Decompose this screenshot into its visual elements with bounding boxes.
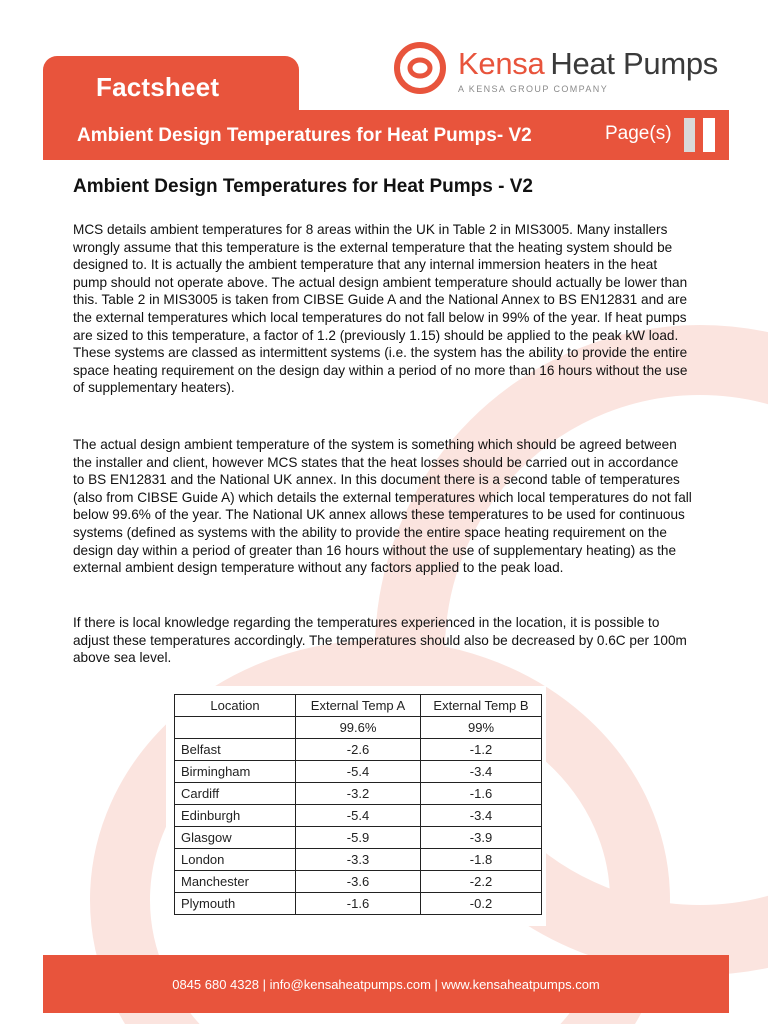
factsheet-tab	[43, 56, 299, 118]
table-row	[175, 893, 542, 915]
temperature-table	[174, 694, 542, 915]
cell-location: Birmingham	[175, 761, 296, 783]
title-bar	[43, 110, 729, 160]
cell-location: Edinburgh	[175, 805, 296, 827]
cell-temp-b: -3.9	[421, 827, 542, 849]
temperature-table-panel	[166, 686, 546, 926]
cell-location: Belfast	[175, 739, 296, 761]
cell-location: Cardiff	[175, 783, 296, 805]
table-subheader-row	[175, 717, 542, 739]
header-temp-b: External Temp B	[421, 695, 542, 717]
paragraph-text: MCS details ambient temperatures for 8 areas within the UK in Table 2 in MIS3005. Many installers wrongly assume that this temperature is the external temperature that the heating system should be designed to. It is actually the ambient temperature that any internal immersion heaters in the heat pump should not operate above. The actual design ambient temperature should actually be lower than this. Table 2 in MIS3005 is taken from CIBSE Guide A and the National Annex to BS EN12831 and are the external temperatures which local temperatures do not fall below in 99% of the year. If heat pumps are sized to this temperature, a factor of 1.2 (previously 1.15) should be applied to the peak kW load. These systems are classed as intermittent systems (i.e. the system has the ability to provide the entire space heating requirement on the design day within a period of no more than 16 hours without the use of supplementary heaters).	[73, 222, 688, 396]
subheader-location	[175, 717, 296, 739]
pages-label: Page(s)	[605, 123, 672, 144]
cell-temp-a: -3.2	[296, 783, 421, 805]
logo-tagline: A KENSA GROUP COMPANY	[458, 84, 609, 94]
cell-temp-b: -2.2	[421, 871, 542, 893]
cell-temp-a: -5.4	[296, 761, 421, 783]
factsheet-label: Factsheet	[96, 72, 220, 102]
table-row	[175, 783, 542, 805]
subheader-temp-a: 99.6%	[296, 717, 421, 739]
header-temp-a: External Temp A	[296, 695, 421, 717]
cell-location: London	[175, 849, 296, 871]
table-row	[175, 761, 542, 783]
cell-temp-a: -2.6	[296, 739, 421, 761]
cell-temp-b: -1.2	[421, 739, 542, 761]
cell-location: Plymouth	[175, 893, 296, 915]
table-header-row	[175, 695, 542, 717]
cell-temp-a: -5.9	[296, 827, 421, 849]
table-row	[175, 849, 542, 871]
logo-name-heat-pumps: Heat Pumps	[550, 46, 718, 81]
cell-temp-b: -0.2	[421, 893, 542, 915]
company-logo	[394, 40, 734, 100]
page-indicator-2	[703, 118, 715, 152]
footer-contact: 0845 680 4328 | info@kensaheatpumps.com | www.kensaheatpumps.com	[172, 976, 600, 992]
paragraph-2	[73, 436, 693, 577]
page-indicator-1	[684, 118, 695, 152]
paragraph-3	[73, 614, 693, 667]
cell-temp-a: -3.6	[296, 871, 421, 893]
cell-temp-a: -3.3	[296, 849, 421, 871]
table-row	[175, 739, 542, 761]
cell-temp-b: -1.6	[421, 783, 542, 805]
cell-location: Manchester	[175, 871, 296, 893]
table-row	[175, 871, 542, 893]
subheader-temp-b: 99%	[421, 717, 542, 739]
footer-bar	[43, 955, 729, 1013]
cell-temp-a: -5.4	[296, 805, 421, 827]
paragraph-text: If there is local knowledge regarding the temperatures experienced in the location, it is possible to adjust these temperatures accordingly. The temperatures should also be decreased by 0.6C per 100m above sea level.	[73, 615, 687, 666]
cell-temp-b: -1.8	[421, 849, 542, 871]
table-row	[175, 827, 542, 849]
logo-wordmark	[458, 46, 718, 82]
kensa-ring-icon	[394, 42, 446, 94]
cell-location: Glasgow	[175, 827, 296, 849]
document-title: Ambient Design Temperatures for Heat Pumps - V2	[73, 176, 533, 197]
logo-name-kensa: Kensa	[458, 46, 545, 81]
cell-temp-a: -1.6	[296, 893, 421, 915]
cell-temp-b: -3.4	[421, 761, 542, 783]
paragraph-1	[73, 221, 693, 397]
header-location: Location	[175, 695, 296, 717]
cell-temp-b: -3.4	[421, 805, 542, 827]
title-bar-text: Ambient Design Temperatures for Heat Pumps- V2	[77, 125, 532, 146]
paragraph-text: The actual design ambient temperature of the system is something which should be agreed between the installer and client, however MCS states that the heat losses should be carried out in accordance to BS EN12831 and the National UK annex. In this document there is a second table of temperatures (also from CIBSE Guide A) which details the external temperatures which local temperatures do not fall below 99.6% of the year. The National UK annex allows these temperatures to be used for continuous systems (defined as systems with the ability to provide the entire space heating requirement on the design day within a period of greater than 16 hours without the use of supplementary heating) as the external ambient design temperature without any factors applied to the peak load.	[73, 437, 692, 576]
table-row	[175, 805, 542, 827]
